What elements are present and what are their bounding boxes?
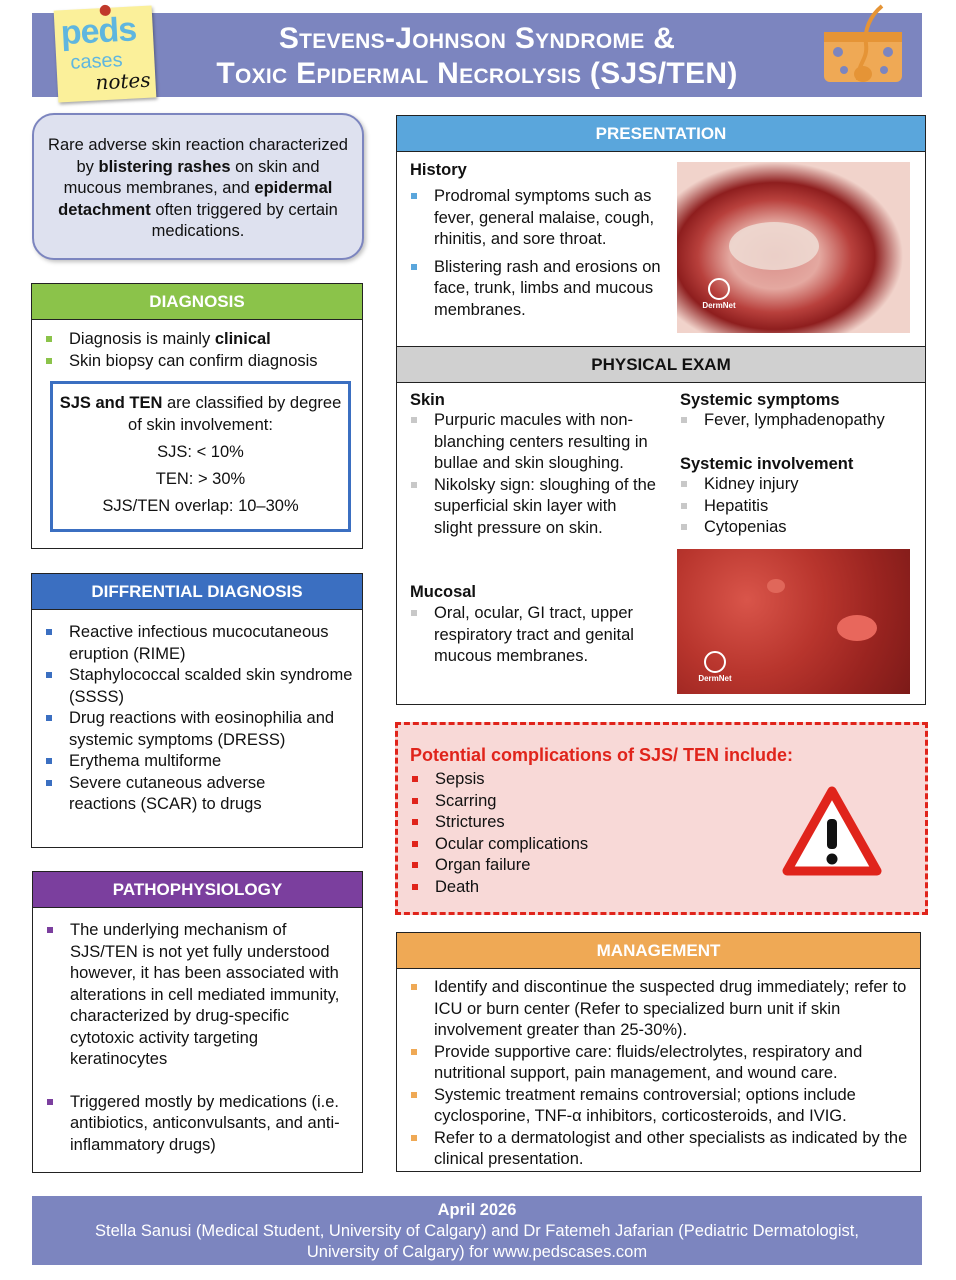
history-label: History (410, 161, 467, 179)
skin-layer-icon (818, 0, 908, 90)
history-list (397, 186, 662, 321)
pathophysiology-panel (32, 871, 363, 1173)
presentation-title: PRESENTATION (397, 116, 925, 152)
management-list (397, 977, 920, 1171)
list-item: Fever, lymphadenopathy (667, 410, 925, 432)
list-item: Erythema multiforme (32, 751, 354, 773)
diagnosis-list (32, 329, 362, 372)
list-item: Hepatitis (667, 496, 925, 518)
list-item: Kidney injury (667, 474, 925, 496)
differential-panel (31, 573, 363, 848)
intro-summary: Rare adverse skin reaction characterized by blistering rashes on skin and mucous membranes, and epidermal detachment often triggered by certain medications. (32, 113, 364, 260)
complications-box (395, 722, 928, 915)
list-item: Provide supportive care: fluids/electrolytes, respiratory and nutritional support, pain management, and wound care. (397, 1042, 910, 1085)
list-item: Organ failure (398, 855, 718, 877)
header-banner (32, 13, 922, 97)
list-item: Death (398, 877, 718, 899)
mucosal-list (397, 603, 659, 668)
list-item: Drug reactions with eosinophilia and systemic symptoms (DRESS) (32, 708, 354, 751)
list-item: The underlying mechanism of SJS/TEN is not yet fully understood however, it has been associated with alterations in cell mediated immunity, characterized by drug-specific cytotoxic activity targeting keratinocytes (33, 920, 352, 1071)
systemic-symptoms-list (667, 410, 925, 432)
skin-lesion-photo (677, 549, 910, 694)
dermnet-watermark: DermNet (699, 278, 739, 310)
diagnosis-panel (31, 283, 363, 549)
list-item: Severe cutaneous adverse reactions (SCAR) to drugs (32, 773, 354, 816)
list-item: Triggered mostly by medications (i.e. antibiotics, anticonvulsants, and anti-inflammatory drugs) (33, 1092, 352, 1157)
systemic-symptoms-label: Systemic symptoms (680, 391, 840, 409)
list-item: Purpuric macules with non-blanching centers resulting in bullae and skin sloughing. (397, 410, 657, 475)
pathophysiology-list (33, 920, 362, 1156)
list-item: Identify and discontinue the suspected drug immediately; refer to ICU or burn center (Refer to specialized burn unit if skin involvement greater than 25-30%). (397, 977, 910, 1042)
management-title: MANAGEMENT (397, 933, 920, 969)
diagnosis-title: DIAGNOSIS (32, 284, 362, 320)
pathophysiology-title: PATHOPHYSIOLOGY (33, 872, 362, 908)
warning-icon (781, 785, 883, 879)
list-item: Diagnosis is mainly clinical (32, 329, 362, 351)
differential-list (32, 622, 362, 816)
footer-authors: Stella Sanusi (Medical Student, University of Calgary) and Dr Fatemeh Jafarian (Pediatric Dermatologist, University of Calgary) for www.pedscases.com (95, 1222, 859, 1261)
physical-exam-title: PHYSICAL EXAM (397, 347, 925, 383)
skin-label: Skin (410, 391, 445, 409)
list-item: Prodromal symptoms such as fever, general malaise, cough, rhinitis, and sore throat. (397, 186, 662, 251)
list-item: Staphylococcal scalded skin syndrome (SSSS) (32, 665, 354, 708)
list-item: Systemic treatment remains controversial; options include cyclosporine, TNF-α inhibitors, corticosteroids, and IVIG. (397, 1085, 910, 1128)
presentation-panel (396, 115, 926, 347)
classification-box: SJS and TEN are classified by degree of skin involvement: SJS: < 10% TEN: > 30% SJS/TEN overlap: 10–30% (50, 381, 351, 532)
oral-lesion-photo (677, 162, 910, 333)
skin-list (397, 410, 657, 539)
systemic-involvement-list (667, 474, 925, 539)
list-item: Nikolsky sign: sloughing of the superficial skin layer with slight pressure on skin. (397, 475, 657, 540)
complications-title: Potential complications of SJS/ TEN include: (410, 745, 794, 765)
management-panel (396, 932, 921, 1172)
list-item: Refer to a dermatologist and other specialists as indicated by the clinical presentation. (397, 1128, 910, 1171)
list-item: Sepsis (398, 769, 718, 791)
list-item: Ocular complications (398, 834, 718, 856)
list-item: Cytopenias (667, 517, 925, 539)
mucosal-label: Mucosal (410, 583, 477, 601)
list-item: Oral, ocular, GI tract, upper respiratory tract and genital mucous membranes. (397, 603, 659, 668)
complications-list (398, 769, 718, 898)
footer-date: April 2026 (437, 1201, 517, 1219)
systemic-involvement-label: Systemic involvement (680, 455, 854, 473)
list-item: Scarring (398, 791, 718, 813)
list-item: Blistering rash and erosions on face, trunk, limbs and mucous membranes. (397, 257, 662, 322)
pedscases-logo: peds cases notes (54, 5, 157, 102)
list-item: Reactive infectious mucocutaneous eruption (RIME) (32, 622, 354, 665)
list-item: Skin biopsy can confirm diagnosis (32, 351, 362, 373)
list-item: Strictures (398, 812, 718, 834)
differential-title: DIFFRENTIAL DIAGNOSIS (32, 574, 362, 610)
dermnet-watermark: DermNet (695, 651, 735, 683)
footer (32, 1196, 922, 1265)
physical-exam-panel (396, 346, 926, 705)
page-title: Stevens-Johnson Syndrome & Toxic Epidermal Necrolysis (SJS/TEN) (216, 22, 738, 90)
